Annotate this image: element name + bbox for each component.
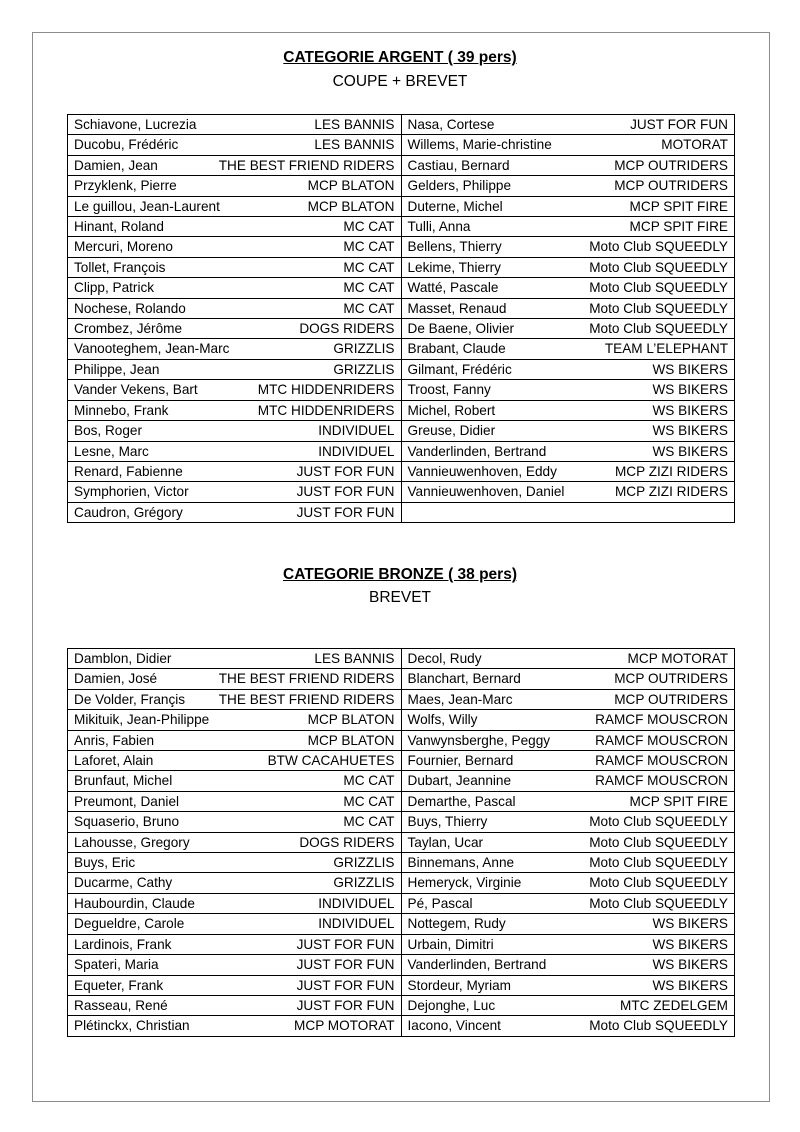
table-cell — [68, 400, 402, 420]
table-cell — [401, 502, 735, 522]
club-name: WS BIKERS — [652, 402, 728, 418]
club-name: MCP SPIT FIRE — [629, 198, 728, 214]
table-cell — [401, 257, 735, 277]
table-cell — [401, 832, 735, 852]
club-name: Moto Club SQUEEDLY — [589, 1018, 728, 1034]
table-cell — [68, 710, 402, 730]
table-cell — [68, 217, 402, 237]
club-name: JUST FOR FUN — [296, 977, 395, 993]
table-cell — [68, 853, 402, 873]
member-name: Vannieuwenhoven, Daniel — [407, 484, 565, 500]
member-name: Spateri, Maria — [74, 957, 159, 973]
table-row — [68, 502, 735, 522]
club-name: INDIVIDUEL — [318, 443, 395, 459]
club-name: WS BIKERS — [652, 936, 728, 952]
member-name: Haubourdin, Claude — [74, 895, 195, 911]
club-name: TEAM L’ELEPHANT — [604, 341, 728, 357]
member-name: Gilmant, Frédéric — [407, 361, 512, 377]
club-name: LES BANNIS — [314, 137, 395, 153]
member-name: Laforet, Alain — [74, 753, 154, 769]
table-row — [68, 791, 735, 811]
club-name: JUST FOR FUN — [296, 504, 395, 520]
member-name: Plétinckx, Christian — [74, 1018, 190, 1034]
club-name: LES BANNIS — [314, 651, 395, 666]
member-name: Brunfaut, Michel — [74, 773, 173, 789]
club-name: MTC HIDDENRIDERS — [257, 382, 395, 398]
table-cell — [401, 135, 735, 155]
table-row — [68, 710, 735, 730]
table-cell — [401, 421, 735, 441]
table-cell — [401, 710, 735, 730]
table-row — [68, 196, 735, 216]
table-row — [68, 893, 735, 913]
table-cell — [68, 771, 402, 791]
club-name: Moto Club SQUEEDLY — [589, 239, 728, 255]
member-name: Stordeur, Myriam — [407, 977, 511, 993]
member-name: Vander Vekens, Bart — [74, 382, 198, 398]
member-name: Vanderlinden, Bertrand — [407, 957, 547, 973]
club-name: MCP BLATON — [307, 178, 395, 194]
table-cell — [401, 812, 735, 832]
table-row — [68, 278, 735, 298]
member-name: Damblon, Didier — [74, 651, 172, 666]
table-row — [68, 1016, 735, 1036]
table-cell — [68, 649, 402, 669]
club-name: MC CAT — [343, 793, 395, 809]
member-name: De Volder, Françis — [74, 691, 186, 707]
club-name: MOTORAT — [661, 137, 728, 153]
table-cell — [401, 873, 735, 893]
club-name: MTC ZEDELGEM — [620, 997, 728, 1013]
club-name: MCP SPIT FIRE — [629, 219, 728, 235]
club-name: JUST FOR FUN — [296, 936, 395, 952]
club-name: MCP ZIZI RIDERS — [614, 484, 728, 500]
member-name: Schiavone, Lucrezia — [74, 117, 197, 132]
member-name: Castiau, Bernard — [407, 157, 510, 173]
member-name: Hemeryck, Virginie — [407, 875, 522, 891]
table-cell — [68, 278, 402, 298]
club-name: Moto Club SQUEEDLY — [589, 814, 728, 830]
table-cell — [68, 669, 402, 689]
club-name: MC CAT — [343, 219, 395, 235]
argent-title: CATEGORIE ARGENT ( 39 pers) — [283, 49, 517, 66]
table-row — [68, 995, 735, 1015]
member-name: Michel, Robert — [407, 402, 496, 418]
table-row — [68, 955, 735, 975]
club-name: WS BIKERS — [652, 423, 728, 439]
club-name: Moto Club SQUEEDLY — [589, 300, 728, 316]
table-row — [68, 298, 735, 318]
club-name: MC CAT — [343, 773, 395, 789]
table-row — [68, 380, 735, 400]
table-cell — [401, 914, 735, 934]
club-name: WS BIKERS — [652, 977, 728, 993]
club-name: GRIZZLIS — [333, 361, 395, 377]
member-name: Lahousse, Gregory — [74, 834, 190, 850]
member-name: Vanderlinden, Bertrand — [407, 443, 547, 459]
club-name: MCP MOTORAT — [294, 1018, 395, 1034]
table-cell — [401, 339, 735, 359]
member-name: Hinant, Roland — [74, 219, 164, 235]
table-row — [68, 115, 735, 135]
club-name: MC CAT — [343, 814, 395, 830]
club-name: MCP BLATON — [307, 712, 395, 728]
table-row — [68, 257, 735, 277]
member-name: Crombez, Jérôme — [74, 321, 183, 337]
member-name: Lekime, Thierry — [407, 259, 501, 275]
member-name: Caudron, Grégory — [74, 504, 183, 520]
table-row — [68, 669, 735, 689]
table-cell — [68, 176, 402, 196]
member-name: Troost, Fanny — [407, 382, 491, 398]
table-cell — [401, 689, 735, 709]
member-name: Duterne, Michel — [407, 198, 503, 214]
table-cell — [401, 955, 735, 975]
member-name: Minnebo, Frank — [74, 402, 169, 418]
club-name: JUST FOR FUN — [296, 484, 395, 500]
member-name: Urbain, Dimitri — [407, 936, 494, 952]
member-name: Greuse, Didier — [407, 423, 496, 439]
club-name: MCP OUTRIDERS — [614, 691, 728, 707]
table-row — [68, 217, 735, 237]
table-cell — [401, 115, 735, 135]
table-cell — [401, 893, 735, 913]
table-cell — [68, 975, 402, 995]
table-cell — [401, 319, 735, 339]
member-name: Binnemans, Anne — [407, 855, 515, 871]
table-row — [68, 482, 735, 502]
club-name: MTC HIDDENRIDERS — [257, 402, 395, 418]
member-name: Le guillou, Jean-Laurent — [74, 198, 220, 214]
club-name: Moto Club SQUEEDLY — [589, 280, 728, 296]
member-name: Demarthe, Pascal — [407, 793, 516, 809]
member-name: Vanwynsberghe, Peggy — [407, 732, 551, 748]
club-name: RAMCF MOUSCRON — [595, 732, 728, 748]
table-row — [68, 400, 735, 420]
member-name: Decol, Rudy — [407, 651, 482, 666]
table-row — [68, 359, 735, 379]
club-name: WS BIKERS — [652, 361, 728, 377]
table-cell — [68, 832, 402, 852]
bronze-subtitle: BREVET — [368, 589, 431, 606]
table-cell — [401, 176, 735, 196]
member-name: Lesne, Marc — [74, 443, 149, 459]
bronze-table — [67, 648, 735, 1037]
club-name: MC CAT — [343, 259, 395, 275]
table-cell — [68, 237, 402, 257]
member-name: Damien, Jean — [74, 157, 158, 173]
table-cell — [401, 771, 735, 791]
argent-table-body — [68, 115, 735, 523]
table-row — [68, 730, 735, 750]
club-name: Moto Club SQUEEDLY — [589, 875, 728, 891]
table-cell — [68, 914, 402, 934]
club-name: THE BEST FRIEND RIDERS — [218, 691, 395, 707]
table-row — [68, 339, 735, 359]
member-name: Degueldre, Carole — [74, 916, 185, 932]
member-name: Bos, Roger — [74, 423, 143, 439]
club-name: JUST FOR FUN — [296, 997, 395, 1013]
table-row — [68, 812, 735, 832]
bronze-title: CATEGORIE BRONZE ( 38 pers) — [283, 566, 517, 583]
member-name: Pé, Pascal — [407, 895, 473, 911]
table-row — [68, 461, 735, 481]
club-name: INDIVIDUEL — [318, 423, 395, 439]
table-row — [68, 649, 735, 669]
club-name: Moto Club SQUEEDLY — [589, 321, 728, 337]
club-name: JUST FOR FUN — [296, 957, 395, 973]
table-cell — [68, 441, 402, 461]
club-name: MCP BLATON — [307, 198, 395, 214]
table-cell — [68, 461, 402, 481]
table-cell — [68, 955, 402, 975]
club-name: RAMCF MOUSCRON — [595, 753, 728, 769]
table-cell — [401, 155, 735, 175]
club-name: WS BIKERS — [652, 382, 728, 398]
club-name: DOGS RIDERS — [299, 834, 395, 850]
table-cell — [68, 730, 402, 750]
table-cell — [68, 995, 402, 1015]
table-cell — [401, 975, 735, 995]
table-cell — [68, 421, 402, 441]
table-row — [68, 237, 735, 257]
member-name: Watté, Pascale — [407, 280, 499, 296]
member-name: Taylan, Ucar — [407, 834, 484, 850]
table-cell — [401, 278, 735, 298]
table-cell — [68, 298, 402, 318]
club-name: BTW CACAHUETES — [267, 753, 395, 769]
club-name: MC CAT — [343, 280, 395, 296]
table-cell — [68, 380, 402, 400]
table-cell — [68, 812, 402, 832]
member-name: Gelders, Philippe — [407, 178, 512, 194]
table-cell — [401, 730, 735, 750]
member-name: Fournier, Bernard — [407, 753, 514, 769]
member-name: Damien, José — [74, 671, 158, 687]
table-row — [68, 441, 735, 461]
table-cell — [68, 482, 402, 502]
table-cell — [68, 873, 402, 893]
member-name: Vanooteghem, Jean-Marc — [74, 341, 230, 357]
table-cell — [401, 482, 735, 502]
table-cell — [68, 155, 402, 175]
member-name: Mercuri, Moreno — [74, 239, 173, 255]
table-row — [68, 421, 735, 441]
table-cell — [401, 217, 735, 237]
club-name: RAMCF MOUSCRON — [595, 773, 728, 789]
club-name: JUST FOR FUN — [296, 463, 395, 479]
table-row — [68, 873, 735, 893]
member-name: Symphorien, Victor — [74, 484, 189, 500]
member-name: Philippe, Jean — [74, 361, 160, 377]
club-name: MCP OUTRIDERS — [614, 157, 728, 173]
club-name: MC CAT — [343, 300, 395, 316]
argent-subtitle: COUPE + BREVET — [332, 73, 468, 90]
table-cell — [68, 135, 402, 155]
club-name: WS BIKERS — [652, 916, 728, 932]
member-name: Nottegem, Rudy — [407, 916, 506, 932]
table-cell — [68, 502, 402, 522]
table-cell — [401, 995, 735, 1015]
member-name: Clipp, Patrick — [74, 280, 155, 296]
table-row — [68, 689, 735, 709]
argent-table — [67, 114, 735, 523]
club-name: MC CAT — [343, 239, 395, 255]
table-cell — [401, 1016, 735, 1036]
member-name: Tulli, Anna — [407, 219, 471, 235]
table-cell — [401, 441, 735, 461]
table-row — [68, 155, 735, 175]
table-cell — [68, 339, 402, 359]
club-name: RAMCF MOUSCRON — [595, 712, 728, 728]
member-name: Renard, Fabienne — [74, 463, 183, 479]
club-name: THE BEST FRIEND RIDERS — [218, 671, 395, 687]
table-cell — [401, 669, 735, 689]
table-row — [68, 975, 735, 995]
table-cell — [401, 649, 735, 669]
table-row — [68, 135, 735, 155]
club-name: Moto Club SQUEEDLY — [589, 259, 728, 275]
member-name: Wolfs, Willy — [407, 712, 478, 728]
table-cell — [401, 791, 735, 811]
table-cell — [401, 934, 735, 954]
club-name: JUST FOR FUN — [630, 117, 728, 132]
member-name: Masset, Renaud — [407, 300, 507, 316]
member-name: Brabant, Claude — [407, 341, 506, 357]
club-name: MCP SPIT FIRE — [629, 793, 728, 809]
club-name: LES BANNIS — [314, 117, 395, 132]
club-name: THE BEST FRIEND RIDERS — [218, 157, 395, 173]
member-name: Willems, Marie-christine — [407, 137, 552, 153]
club-name: GRIZZLIS — [333, 855, 395, 871]
table-cell — [68, 893, 402, 913]
table-cell — [401, 380, 735, 400]
club-name: MCP BLATON — [307, 732, 395, 748]
club-name: MCP MOTORAT — [627, 651, 728, 666]
club-name: WS BIKERS — [652, 957, 728, 973]
member-name: Anris, Fabien — [74, 732, 155, 748]
member-name: Vannieuwenhoven, Eddy — [407, 463, 557, 479]
member-name: Bellens, Thierry — [407, 239, 502, 255]
table-cell — [401, 400, 735, 420]
member-name: Dejonghe, Luc — [407, 997, 496, 1013]
club-name: Moto Club SQUEEDLY — [589, 895, 728, 911]
club-name: Moto Club SQUEEDLY — [589, 855, 728, 871]
table-row — [68, 832, 735, 852]
table-cell — [401, 853, 735, 873]
member-name: Blanchart, Bernard — [407, 671, 521, 687]
table-row — [68, 176, 735, 196]
member-name: Buys, Thierry — [407, 814, 488, 830]
member-name: Iacono, Vincent — [407, 1018, 501, 1034]
table-cell — [68, 196, 402, 216]
club-name: GRIZZLIS — [333, 875, 395, 891]
member-name: De Baene, Olivier — [407, 321, 515, 337]
table-cell — [68, 751, 402, 771]
table-cell — [401, 237, 735, 257]
table-row — [68, 934, 735, 954]
club-name: INDIVIDUEL — [318, 916, 395, 932]
club-name: Moto Club SQUEEDLY — [589, 834, 728, 850]
member-name: Mikituik, Jean-Philippe — [74, 712, 210, 728]
table-cell — [401, 461, 735, 481]
member-name: Tollet, François — [74, 259, 166, 275]
member-name: Equeter, Frank — [74, 977, 164, 993]
table-cell — [68, 115, 402, 135]
table-cell — [68, 1016, 402, 1036]
member-name: Ducarme, Cathy — [74, 875, 173, 891]
member-name: Rasseau, René — [74, 997, 168, 1013]
member-name: Ducobu, Frédéric — [74, 137, 179, 153]
member-name: Lardinois, Frank — [74, 936, 172, 952]
table-cell — [401, 298, 735, 318]
table-row — [68, 751, 735, 771]
member-name: Nochese, Rolando — [74, 300, 186, 316]
table-cell — [401, 359, 735, 379]
bronze-table-body — [68, 649, 735, 1037]
table-row — [68, 914, 735, 934]
member-name: Squaserio, Bruno — [74, 814, 180, 830]
table-row — [68, 319, 735, 339]
table-cell — [68, 319, 402, 339]
table-cell — [68, 689, 402, 709]
table-cell — [68, 934, 402, 954]
member-name: Przyklenk, Pierre — [74, 178, 177, 194]
member-name: Preumont, Daniel — [74, 793, 180, 809]
table-cell — [68, 257, 402, 277]
table-row — [68, 853, 735, 873]
table-cell — [401, 196, 735, 216]
club-name: GRIZZLIS — [333, 341, 395, 357]
table-row — [68, 771, 735, 791]
member-name: Maes, Jean-Marc — [407, 691, 513, 707]
member-name: Buys, Eric — [74, 855, 136, 871]
member-name: Dubart, Jeannine — [407, 773, 512, 789]
club-name: MCP OUTRIDERS — [614, 671, 728, 687]
table-cell — [68, 791, 402, 811]
club-name: DOGS RIDERS — [299, 321, 395, 337]
member-name: Nasa, Cortese — [407, 117, 495, 132]
club-name: MCP OUTRIDERS — [614, 178, 728, 194]
club-name: INDIVIDUEL — [318, 895, 395, 911]
club-name: WS BIKERS — [652, 443, 728, 459]
table-cell — [68, 359, 402, 379]
table-cell — [401, 751, 735, 771]
club-name: MCP ZIZI RIDERS — [614, 463, 728, 479]
